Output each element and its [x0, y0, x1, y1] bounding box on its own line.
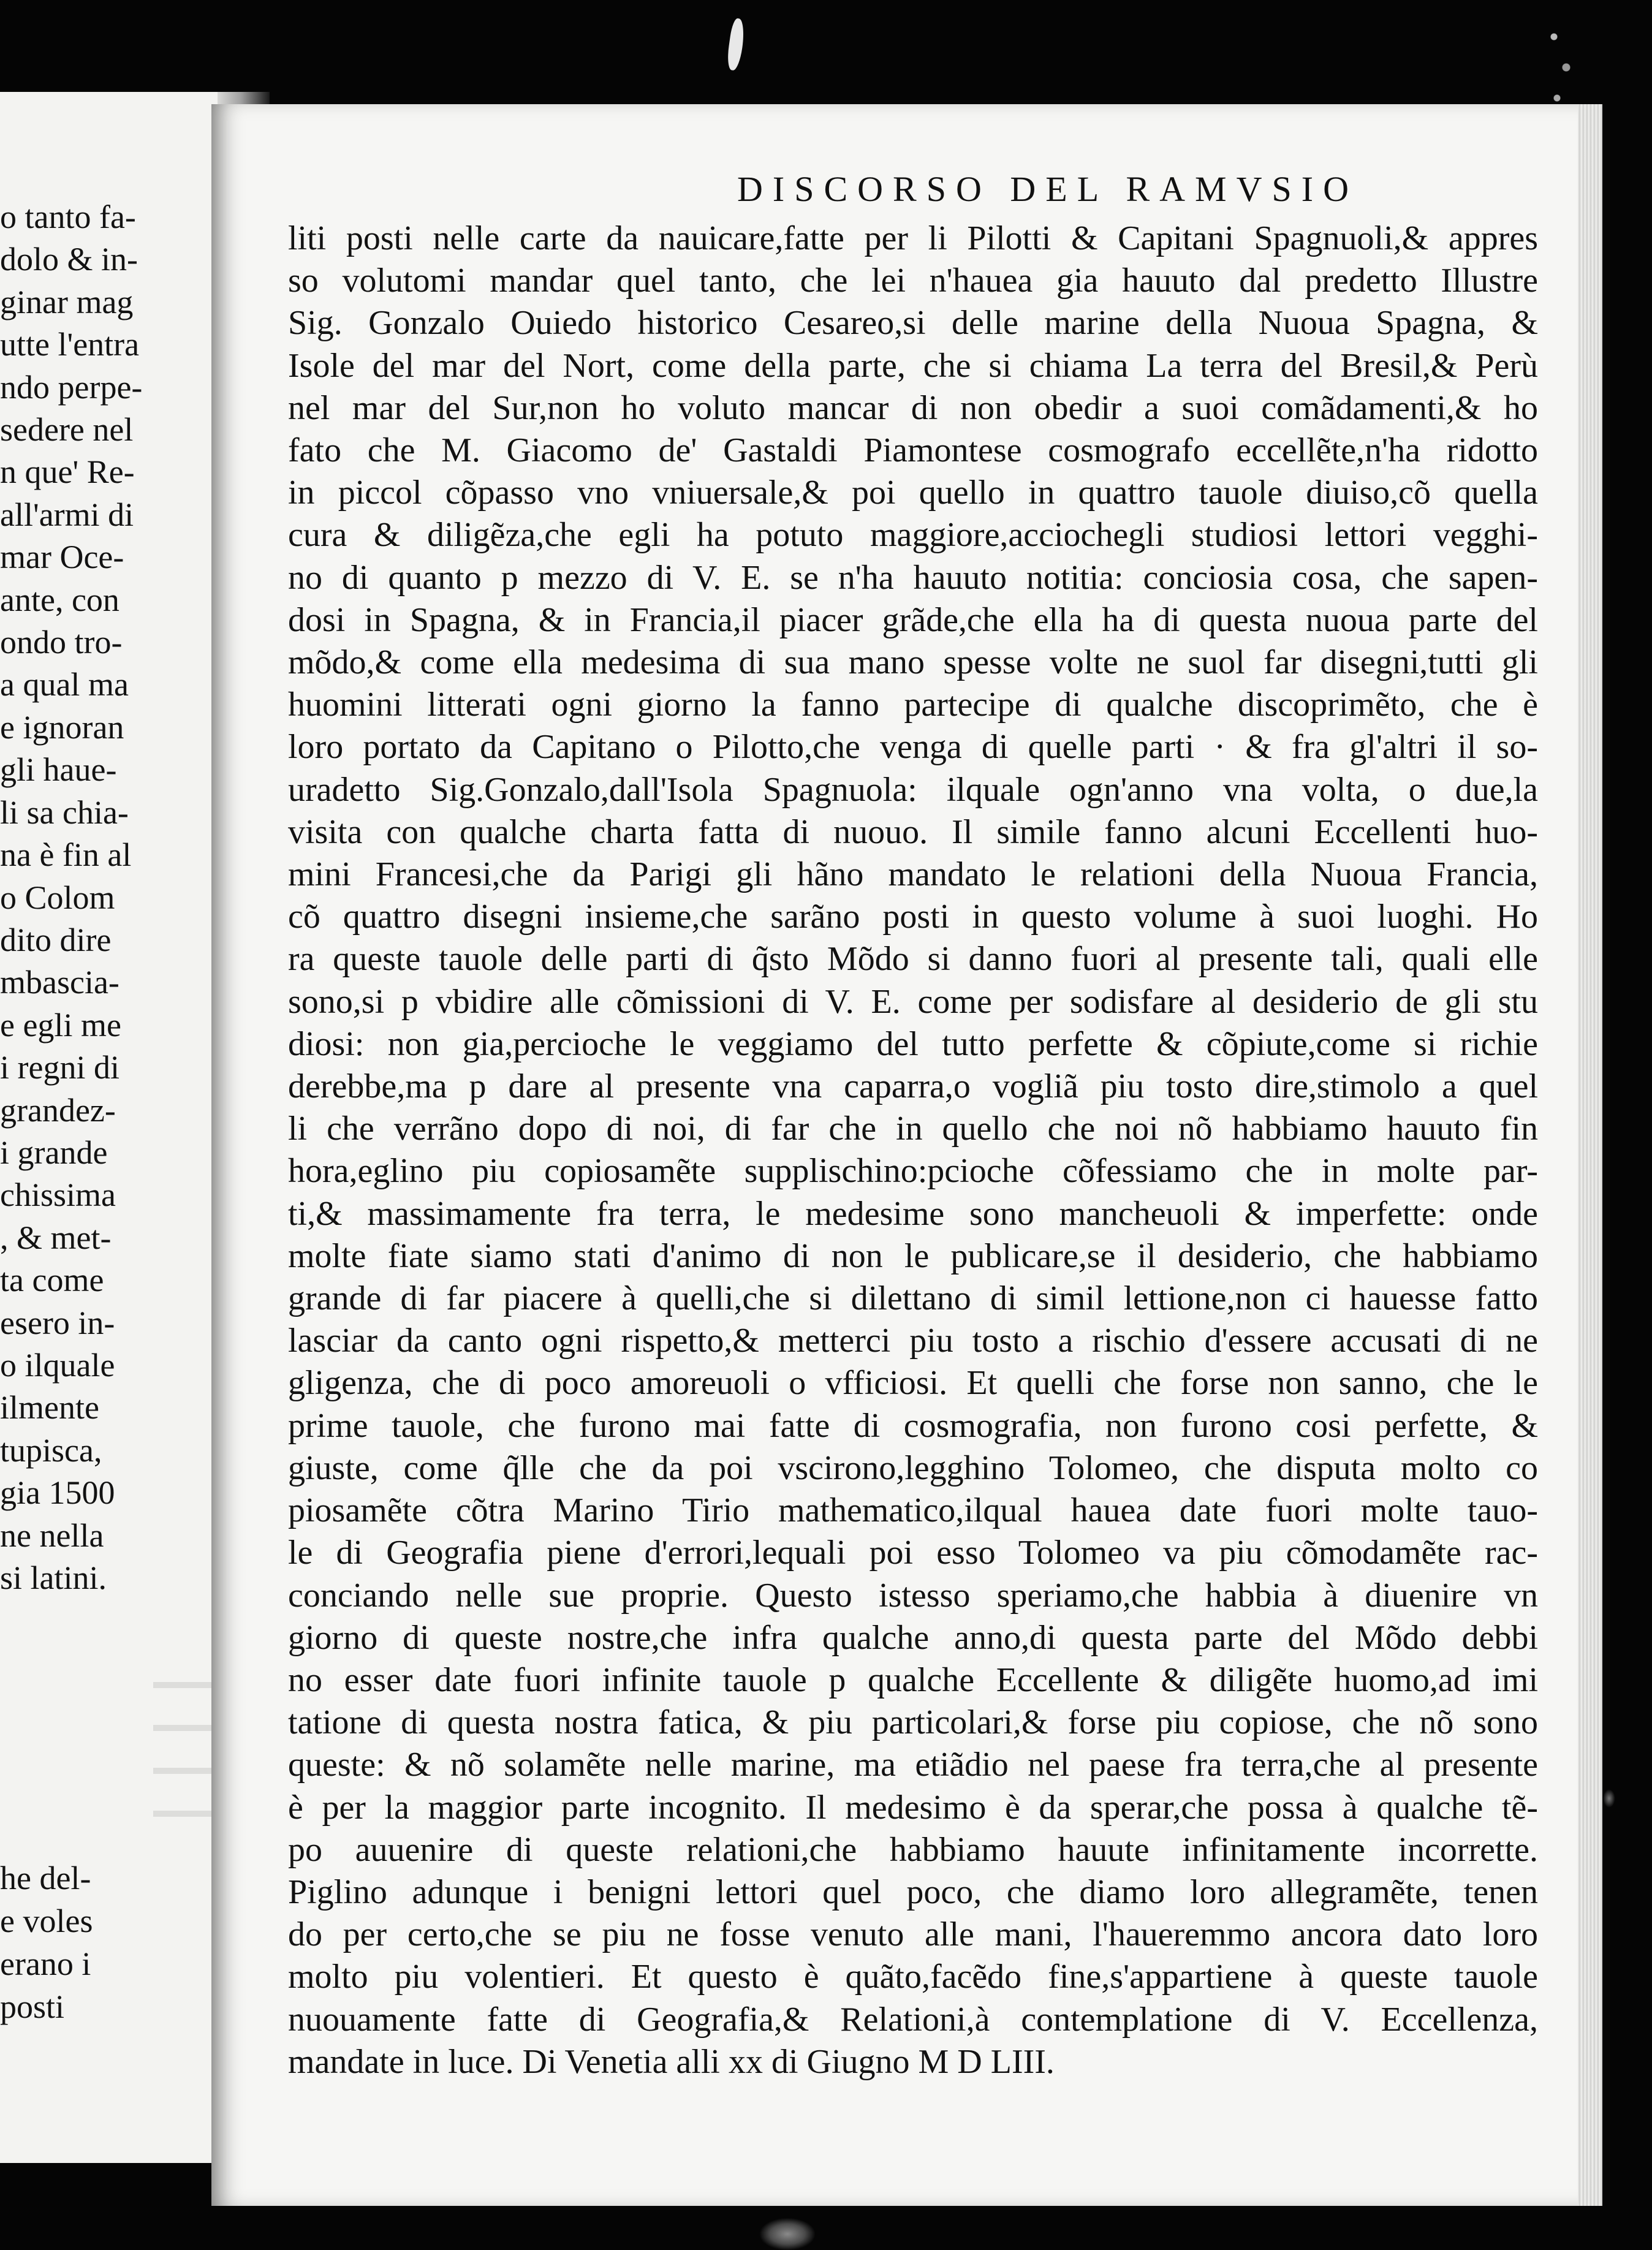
text-line: he del- [0, 1860, 91, 1896]
text-line: ginar mag [0, 283, 134, 320]
text-line: Piglino adunque i benigni lettori quel poco, che diamo loro allegramẽte, tenen [288, 1873, 1538, 1911]
text-line: ndo perpe- [0, 368, 143, 406]
text-line: diosi: non gia,percioche le veggiamo del tutto perfette & cõpiute,come si richie [288, 1025, 1538, 1063]
text-line: grandez- [0, 1091, 116, 1129]
text-line: dosi in Spagna, & in Francia,il piacer grãde,che ella ha di questa nuoua parte del [288, 600, 1538, 639]
text-line: Isole del mar del Nort, come della parte, che si chiama La terra del Bresil,& Perù [288, 346, 1538, 385]
text-line: ti,& massimamente fra terra, le medesime sono mancheuoli & imperfette: onde [288, 1194, 1538, 1233]
text-line: a qual ma [0, 666, 129, 703]
text-line: tupisca, [0, 1431, 102, 1469]
right-page [211, 104, 1602, 2206]
text-line: all'armi di [0, 496, 134, 533]
text-line: e voles [0, 1903, 93, 1939]
text-line: sono,si p vbidire alle cõmissioni di V. E. come per sodisfare al desiderio de gli stu [288, 982, 1538, 1021]
text-line: giuste, come q̃lle che da poi vscirono,legghino Tolomeo, che disputa molto co [288, 1449, 1538, 1487]
text-line: mbascia- [0, 964, 119, 1001]
text-line: posti [0, 1988, 65, 2025]
text-line: conciando nelle sue proprie. Questo istesso speriamo,che habbia à diuenire vn [288, 1576, 1538, 1615]
text-line: n que' Re- [0, 453, 135, 491]
faded-text-area [153, 1654, 221, 1838]
text-line: mar Oce- [0, 539, 124, 576]
text-line: esero in- [0, 1304, 115, 1341]
text-line: derebbe,ma p dare al presente vna caparra,o vogliã piu tosto dire,stimolo a quel [288, 1067, 1538, 1106]
text-line: molto piu volentieri. Et questo è quãto,facẽdo fine,s'appartiene à queste tauole [288, 1958, 1538, 1996]
text-line: ondo tro- [0, 624, 123, 661]
text-line: le di Geografia piene d'errori,lequali poi esso Tolomeo va piu cõmodamẽte rac- [288, 1534, 1538, 1572]
page-edges [1578, 104, 1602, 2206]
text-line: giorno di queste nostre,che infra qualche anno,di questa parte del Mõdo debbi [288, 1618, 1538, 1657]
text-line: liti posti nelle carte da nauicare,fatte per li Pilotti & Capitani Spagnuoli,& appres [288, 219, 1538, 257]
main-text-block [288, 218, 1538, 2083]
text-line: so volutomi mandar quel tanto, che lei n'hauea gia hauuto dal predetto Illustre [288, 262, 1538, 300]
text-line: mandate in luce. Di Venetia alli xx di Giugno M D LIII. [288, 2042, 1055, 2081]
text-line: sedere nel [0, 411, 134, 449]
left-page-text-column [0, 196, 142, 1599]
text-line: nuouamente fatte di Geografia,& Relationi,à contemplatione di V. Eccellenza, [288, 2000, 1538, 2039]
text-line: dolo & in- [0, 241, 138, 278]
text-line: fato che M. Giacomo de' Gastaldi Piamontese cosmografo eccellẽte,n'ha ridotto [288, 431, 1538, 470]
text-line: si latini. [0, 1559, 107, 1596]
left-page-bottom-text [0, 1857, 93, 2028]
text-line: ne nella [0, 1517, 104, 1554]
scan-artifact-mark [726, 18, 746, 71]
text-line: in piccol cõpasso vno vniuersale,& poi quello in quattro tauole diuiso,cõ quella [288, 474, 1538, 512]
text-line: utte l'entra [0, 326, 140, 363]
running-head: DISCORSO DEL RAMVSIO [737, 169, 1358, 209]
text-line: molte fiate siamo stati d'animo di non le publicare,se il desiderio, che habbiamo [288, 1237, 1538, 1275]
text-line: uradetto Sig.Gonzalo,dall'Isola Spagnuola: ilquale ogn'anno vna volta, o due,la [288, 770, 1538, 809]
scan-artifact-bottom [760, 2218, 815, 2250]
text-line: no di quanto p mezzo di V. E. se n'ha hauuto notitia: conciosia cosa, che sapen- [288, 558, 1538, 597]
scan-artifact-speck [1603, 1789, 1615, 1808]
text-line: è per la maggior parte incognito. Il medesimo è da sperar,che possa à qualche tẽ- [288, 1788, 1538, 1827]
text-line: o tanto fa- [0, 199, 136, 235]
text-line: no esser date fuori infinite tauole p qualche Eccellente & diligẽte huomo,ad imi [288, 1661, 1538, 1699]
text-line: prime tauole, che furono mai fatte di cosmografia, non furono cosi perfette, & [288, 1406, 1538, 1445]
text-line: visita con qualche charta fatta di nuouo. Il simile fanno alcuni Eccellenti huo- [288, 813, 1538, 851]
text-line: cõ quattro disegni insieme,che sarãno posti in questo volume à suoi luoghi. Ho [288, 898, 1538, 936]
text-line: piosamẽte cõtra Marino Tirio mathematico,ilqual hauea date fuori molte tauo- [288, 1491, 1538, 1530]
text-line: gia 1500 [0, 1474, 115, 1512]
text-line: erano i [0, 1945, 91, 1982]
text-line: ra queste tauole delle parti di q̃sto Mõdo si danno fuori al presente tali, quali elle [288, 940, 1538, 979]
text-line: i grande [0, 1134, 108, 1171]
text-line: o Colom [0, 879, 115, 916]
text-line: lasciar da canto ogni rispetto,& metterci piu tosto a rischio d'essere accusati di ne [288, 1322, 1538, 1360]
text-line: ta come [0, 1262, 104, 1299]
text-line: mini Francesi,che da Parigi gli hãno mandato le relationi della Nuoua Francia, [288, 855, 1538, 894]
text-line: e egli me [0, 1006, 121, 1044]
text-line: tatione di questa nostra fatica, & piu particolari,& forse piu copiose, che nõ sono [288, 1703, 1538, 1742]
text-line: queste: & nõ solamẽte nelle marine, ma etiãdio nel paese fra terra,che al presente [288, 1746, 1538, 1784]
text-line: i regni di [0, 1049, 119, 1086]
text-line: loro portato da Capitano o Pilotto,che venga di quelle parti · & fra gl'altri il so- [288, 728, 1538, 767]
text-line: grande di far piacere à quelli,che si dilettano di simil lettione,non ci hauesse fatto [288, 1279, 1538, 1318]
text-line: hora,eglino piu copiosamẽte supplischino:pcioche cõfessiamo che in molte par- [288, 1152, 1538, 1191]
text-line: Sig. Gonzalo Ouiedo historico Cesareo,si delle marine della Nuoua Spagna, & [288, 304, 1538, 343]
text-line: mõdo,& come ella medesima di sua mano spesse volte ne suol far disegni,tutti gli [288, 643, 1538, 682]
scan-artifact-dots [1542, 25, 1578, 123]
text-line: li sa chia- [0, 794, 129, 831]
text-line: o ilquale [0, 1346, 115, 1384]
text-line: nel mar del Sur,non ho voluto mancar di non obedir a suoi comãdamenti,& ho [288, 388, 1538, 427]
text-line: cura & diligẽza,che egli ha potuto maggiore,acciochegli studiosi lettori vegghi- [288, 516, 1538, 555]
text-line: po auuenire di queste relationi,che habbiamo hauute infinitamente incorrette. [288, 1830, 1538, 1869]
text-line: , & met- [0, 1219, 112, 1256]
text-line: gli haue- [0, 751, 117, 789]
text-line: ilmente [0, 1389, 99, 1426]
text-line: li che verrãno dopo di noi, di far che in quello che noi nõ habbiamo hauuto fin [288, 1110, 1538, 1148]
text-line: gligenza, che di poco amoreuoli o vfficiosi. Et quelli che forse non sanno, che le [288, 1364, 1538, 1403]
text-line: e ignoran [0, 708, 124, 746]
text-line: na è fin al [0, 836, 132, 874]
text-line: dito dire [0, 921, 112, 958]
text-line: ante, con [0, 581, 119, 618]
left-page [0, 92, 227, 2163]
text-line: do per certo,che se piu ne fosse venuto alle mani, l'haueremmo ancora dato loro [288, 1915, 1538, 1954]
text-line: chissima [0, 1176, 116, 1214]
text-line: huomini litterati ogni giorno la fanno partecipe di qualche discoprimẽto, che è [288, 686, 1538, 724]
